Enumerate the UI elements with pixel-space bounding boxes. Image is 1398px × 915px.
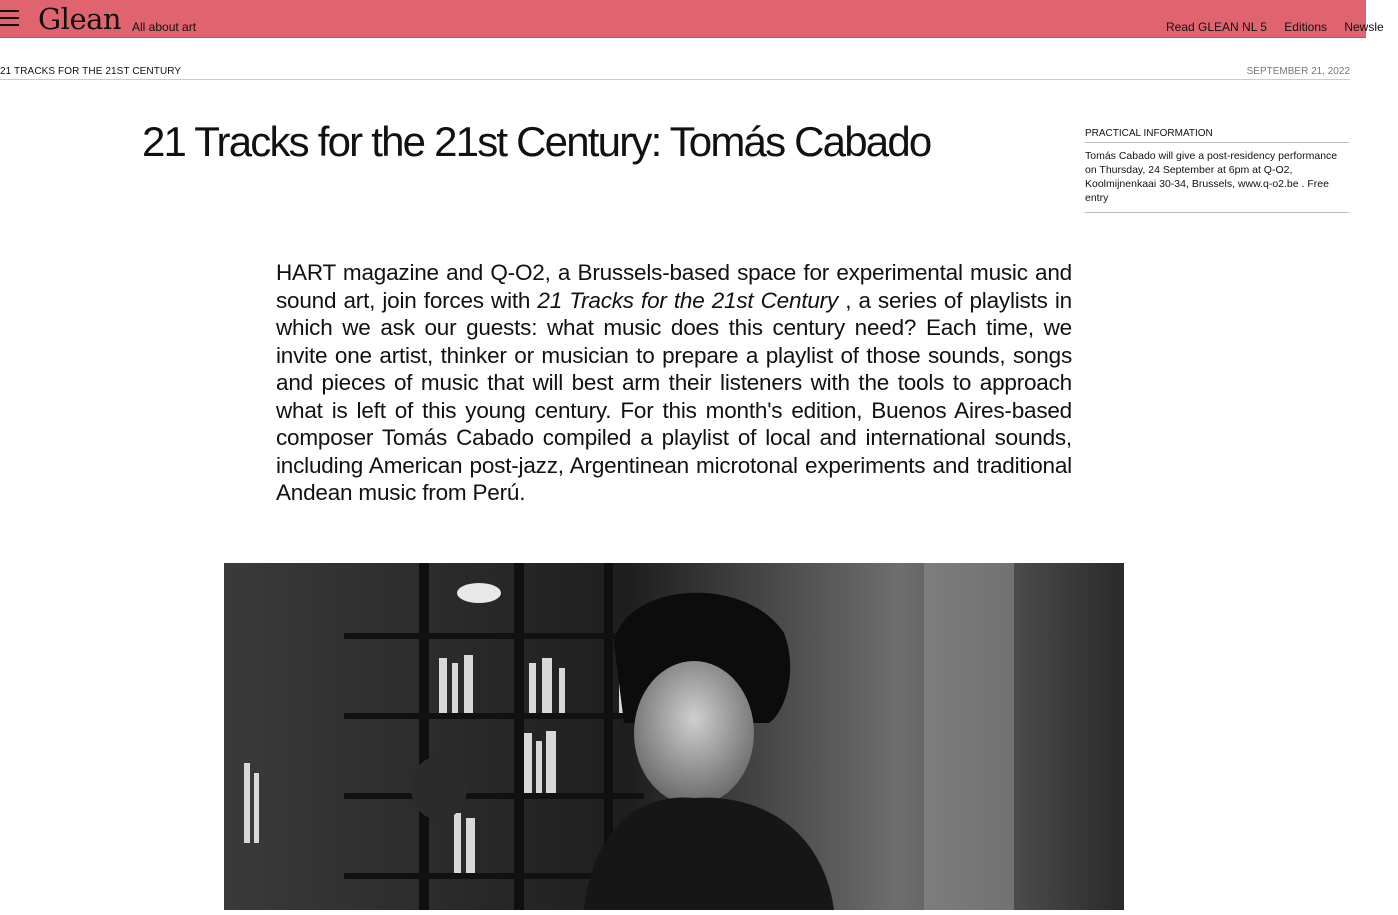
intro-text-1: HART magazine and Q-O2, a Brussels-based space for experimental music and sound art, join forces with bbox=[276, 260, 1072, 313]
series-name: 21 Tracks for the 21st Century bbox=[537, 287, 839, 313]
practical-info-text: Tomás Cabado will give a post-residency performance on Thursday, 24 September at 6pm at Q-O2, Koolmijnenkaai 30-34, Brussels, www.q-o2.be . Free entry bbox=[1085, 143, 1349, 213]
site-logo[interactable]: Glean bbox=[38, 2, 122, 36]
hamburger-menu-icon[interactable] bbox=[0, 10, 20, 26]
practical-info bbox=[1085, 128, 1349, 213]
musician-photo-image bbox=[224, 563, 1124, 910]
breadcrumb[interactable]: 21 TRACKS FOR THE 21ST CENTURY bbox=[0, 66, 182, 77]
practical-info-heading: PRACTICAL INFORMATION bbox=[1085, 128, 1349, 143]
nav-read-glean[interactable]: Read GLEAN NL 5 bbox=[1166, 20, 1267, 34]
main-nav bbox=[1166, 20, 1384, 34]
publish-date: SEPTEMBER 21, 2022 bbox=[1246, 66, 1350, 77]
article-photo bbox=[224, 563, 1124, 910]
page-title: 21 Tracks for the 21st Century: Tomás Cabado bbox=[142, 118, 931, 165]
nav-editions[interactable]: Editions bbox=[1284, 20, 1327, 34]
nav-newsletter[interactable]: Newsle bbox=[1344, 20, 1384, 34]
intro-text-2: , a series of playlists in which we ask our guests: what music does this century need? Each time, we invite one artist, thinker or musician to prepare a playlist of those sounds, songs and pieces of music that will best arm their listeners with the tools to approach what is left of this young century. For this month's edition, Buenos Aires-based composer Tomás Cabado compiled a playlist of local and international sounds, including American post-jazz, Argentinean microtonal experiments and traditional Andean music from Perú. bbox=[276, 287, 1072, 505]
top-bar bbox=[0, 0, 1384, 38]
site-tagline: All about art bbox=[132, 20, 197, 34]
intro-paragraph bbox=[276, 259, 1072, 507]
divider bbox=[0, 79, 1350, 80]
